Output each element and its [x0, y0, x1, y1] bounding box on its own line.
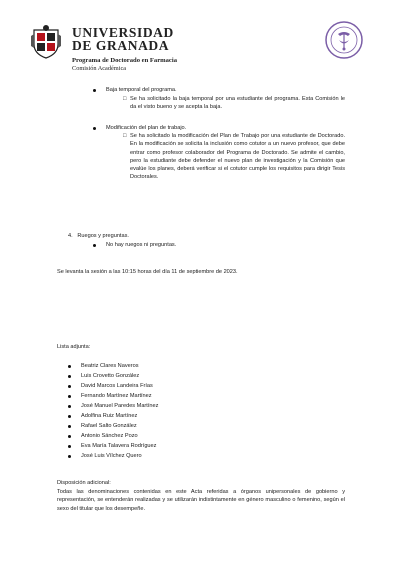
- bullet-icon: [68, 435, 71, 438]
- bullet-icon: [68, 445, 71, 448]
- attendee-name: Adolfina Ruiz Martínez: [81, 413, 138, 419]
- university-coat-of-arms-icon: [28, 24, 64, 60]
- list-item-detail: Se ha solicitado la modificación del Plan de Trabajo por una estudiante de Doctorado. En la modificación se solicita la inclusión como cotutor a un nuevo profesor, que debe entrar como profesor colaborador del Programa de Doctorado. Se admite el cambio, pero la estudiante debe defender el nuevo plan de investigación y la Comisión que evalúe los planes, deberá verificar si el cotutor cumple los requisitos para dirigir Tesis Doctorales.: [130, 133, 345, 181]
- university-logo: [28, 24, 64, 60]
- square-bullet-icon: □: [123, 96, 127, 102]
- bullet-icon: [68, 455, 71, 458]
- list-item-label: Modificación del plan de trabajo.: [106, 125, 187, 131]
- bullet-icon: [93, 89, 96, 92]
- attendee-name: José Luis Vílchez Quero: [81, 453, 142, 459]
- list-item-label: Baja temporal del programa.: [106, 87, 177, 93]
- attendee-name: Fernando Martínez Martínez: [81, 393, 152, 399]
- committee-name: Comisión Académica: [72, 65, 127, 72]
- closing-statement: Se levanta la sesión a las 10:15 horas del día 11 de septiembre de 2023.: [57, 269, 238, 275]
- program-title: Programa de Doctorado en Farmacia: [72, 57, 177, 64]
- attendee-name: Antonio Sánchez Pozo: [81, 433, 138, 439]
- attendee-name: Luis Crovetto González: [81, 373, 140, 379]
- bullet-icon: [93, 244, 96, 247]
- attendee-name: José Manuel Paredes Martínez: [81, 403, 159, 409]
- attendee-name: David Marcos Landeira Frías: [81, 383, 153, 389]
- square-bullet-icon: □: [123, 133, 127, 139]
- section-heading: 4. Ruegos y preguntas.: [68, 233, 129, 239]
- disposition-title: Disposición adicional:: [57, 480, 111, 486]
- university-name-line2: DE GRANADA: [72, 38, 170, 53]
- faculty-seal: [324, 20, 364, 60]
- bullet-icon: [93, 127, 96, 130]
- faculty-seal-icon: [324, 20, 364, 60]
- list-item-detail: Se ha solicitado la baja temporal por una estudiante del programa. Esta Comisión le da el visto bueno y se acepta la baja.: [130, 96, 345, 111]
- university-name-line1: UNIVERSIDAD: [72, 25, 174, 40]
- bullet-icon: [68, 385, 71, 388]
- disposition-text: Todas las denominaciones contenidas en este Acta referidas a órganos unipersonales de gobierno y representación, se entenderán realizadas y se utilizarán indistintamente en género masculino o femenino, según el sexo del titular que los desempeñe.: [57, 489, 345, 512]
- bullet-icon: [68, 425, 71, 428]
- bullet-icon: [68, 375, 71, 378]
- bullet-icon: [68, 415, 71, 418]
- bullet-icon: [68, 405, 71, 408]
- bullet-icon: [68, 365, 71, 368]
- attendance-title: Lista adjunta:: [57, 344, 91, 350]
- attendee-name: Beatriz Clares Naveros: [81, 363, 139, 369]
- list-item-label: No hay ruegos ni preguntas.: [106, 242, 177, 248]
- attendee-name: Eva María Talavera Rodríguez: [81, 443, 157, 449]
- bullet-icon: [68, 395, 71, 398]
- university-name: [72, 26, 174, 53]
- attendee-name: Rafael Salto González: [81, 423, 137, 429]
